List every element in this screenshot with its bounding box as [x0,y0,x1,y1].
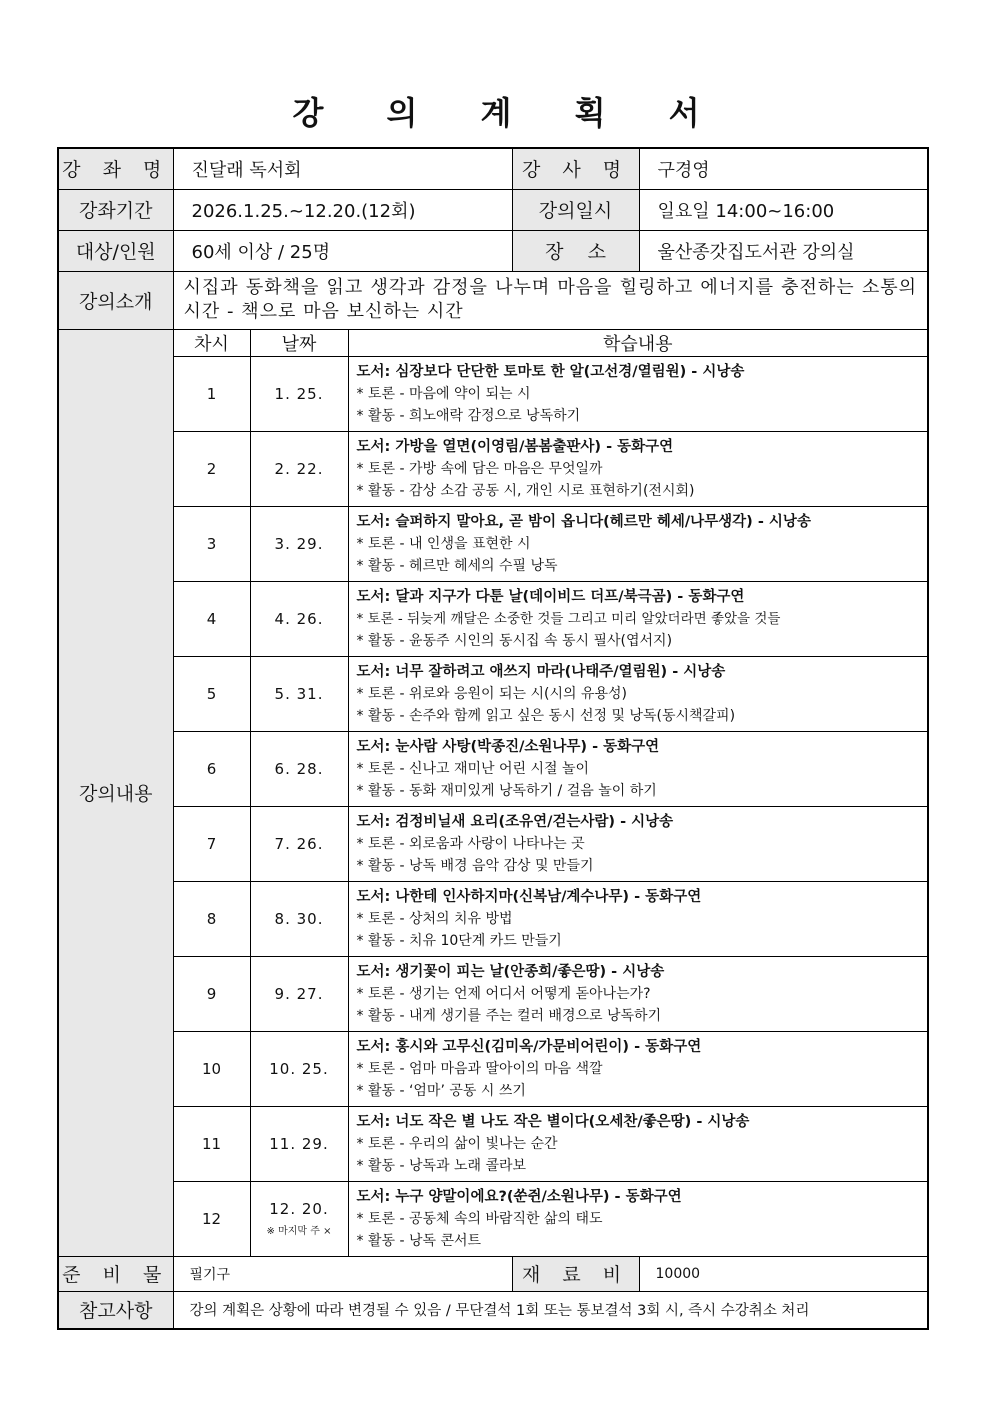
session-discussion: * 토론 - 위로와 응원이 되는 시(시의 유용성) [356,685,628,702]
session-number: 9 [173,956,250,1031]
session-number: 8 [173,881,250,956]
content-label: 강의내용 [58,329,173,1256]
session-row [58,656,928,731]
session-content [348,806,928,881]
target-label: 대상/인원 [58,230,173,271]
session-activity: * 활동 - 동화 재미있게 낭독하기 / 걸음 놀이 하기 [356,782,657,799]
session-row [58,581,928,656]
notes-label: 참고사항 [58,1291,173,1329]
session-content [348,1181,928,1256]
session-number: 11 [173,1106,250,1181]
session-number: 12 [173,1181,250,1256]
supplies-label: 준 비 물 [58,1256,173,1291]
session-content [348,956,928,1031]
session-number: 3 [173,506,250,581]
session-discussion: * 토론 - 가방 속에 담은 마음은 무엇일까 [356,460,603,477]
session-content [348,506,928,581]
session-book: 도서: 가방을 열면(이영림/봄봄출판사) - 동화구연 [356,438,674,455]
session-activity: * 활동 - 손주와 함께 읽고 싶은 동시 선정 및 낭독(동시책갈피) [356,707,736,724]
session-activity: * 활동 - 치유 10단계 카드 만들기 [356,932,562,949]
session-activity: * 활동 - 낭독 배경 음악 감상 및 만들기 [356,857,594,874]
session-number: 2 [173,431,250,506]
session-row [58,1181,928,1256]
place-label: 장 소 [512,230,639,271]
session-discussion: * 토론 - 내 인생을 표현한 시 [356,535,531,552]
session-content [348,1031,928,1106]
session-number: 6 [173,731,250,806]
session-activity: * 활동 - 윤동주 시인의 동시집 속 동시 필사(엽서지) [356,632,673,649]
session-book: 도서: 홍시와 고무신(김미옥/가문비어린이) - 동화구연 [356,1038,702,1055]
session-discussion: * 토론 - 상처의 치유 방법 [356,910,513,927]
schedule-label: 강의일시 [512,189,639,230]
session-book: 도서: 눈사람 사탕(박종진/소원나무) - 동화구연 [356,738,660,755]
fee-label: 재 료 비 [512,1256,639,1291]
session-number: 4 [173,581,250,656]
session-note: ※ 마지막 주 × [266,1226,332,1237]
session-row [58,1031,928,1106]
session-book: 도서: 생기꽃이 피는 날(안종희/좋은땅) - 시낭송 [356,963,665,980]
session-row [58,356,928,431]
session-book: 도서: 심장보다 단단한 토마토 한 알(고선경/열림원) - 시낭송 [356,363,745,380]
session-content [348,731,928,806]
session-activity: * 활동 - ‘엄마’ 공동 시 쓰기 [356,1082,526,1099]
session-activity: * 활동 - 희노애락 감정으로 낭독하기 [356,407,581,424]
session-activity: * 활동 - 낭독 콘서트 [356,1232,482,1249]
notes-value: 강의 계획은 상황에 따라 변경될 수 있음 / 무단결석 1회 또는 통보결석 3회 시, 즉시 수강취소 처리 [173,1291,928,1329]
session-number: 7 [173,806,250,881]
session-date: 3. 29. [250,506,348,581]
session-book: 도서: 검정비닐새 요리(조유연/걷는사람) - 시낭송 [356,813,674,830]
instructor-label: 강 사 명 [512,148,639,189]
course-name-value: 진달래 독서회 [173,148,512,189]
session-content [348,1106,928,1181]
col-date-header: 날짜 [250,329,348,356]
session-discussion: * 토론 - 뒤늦게 깨달은 소중한 것들 그리고 미리 알았더라면 좋았을 것들 [356,610,781,627]
session-discussion: * 토론 - 외로움과 사랑이 나타나는 곳 [356,835,585,852]
session-book: 도서: 나한테 인사하지마(신복남/계수나무) - 동화구연 [356,888,702,905]
session-date: 12. 20. [269,1200,329,1218]
session-book: 도서: 달과 지구가 다툰 날(데이비드 더프/북극곰) - 동화구연 [356,588,745,605]
session-discussion: * 토론 - 엄마 마음과 딸아이의 마음 색깔 [356,1060,603,1077]
session-content [348,881,928,956]
session-date: 10. 25. [250,1031,348,1106]
col-content-header: 학습내용 [348,329,928,356]
session-content [348,356,928,431]
session-date: 6. 28. [250,731,348,806]
session-date: 1. 25. [250,356,348,431]
session-row [58,506,928,581]
intro-label: 강의소개 [58,271,173,329]
session-discussion: * 토론 - 마음에 약이 되는 시 [356,385,531,402]
session-row [58,806,928,881]
session-date-cell [250,1181,348,1256]
session-row [58,956,928,1031]
target-value: 60세 이상 / 25명 [173,230,512,271]
session-row [58,731,928,806]
session-number: 1 [173,356,250,431]
intro-text: 시집과 동화책을 읽고 생각과 감정을 나누며 마음을 힐링하고 에너지를 충전하는 소통의 시간 - 책으로 마음 보신하는 시간 [173,271,928,329]
lecture-plan-table [57,147,929,1330]
session-number: 10 [173,1031,250,1106]
session-activity: * 활동 - 감상 소감 공동 시, 개인 시로 표현하기(전시회) [356,482,695,499]
session-book: 도서: 너무 잘하려고 애쓰지 마라(나태주/열림원) - 시낭송 [356,663,726,680]
fee-value: 10000 [639,1256,928,1291]
session-activity: * 활동 - 내게 생기를 주는 컬러 배경으로 낭독하기 [356,1007,662,1024]
col-session-header: 차시 [173,329,250,356]
session-date: 7. 26. [250,806,348,881]
session-number: 5 [173,656,250,731]
session-content [348,581,928,656]
document-title: 강 의 계 획 서 [292,94,726,132]
period-value: 2026.1.25.~12.20.(12회) [173,189,512,230]
session-row [58,1106,928,1181]
session-row [58,881,928,956]
session-book: 도서: 너도 작은 별 나도 작은 별이다(오세찬/좋은땅) - 시낭송 [356,1113,750,1130]
place-value: 울산종갓집도서관 강의실 [639,230,928,271]
session-book: 도서: 슬퍼하지 말아요, 곧 밤이 옵니다(헤르만 헤세/나무생각) - 시낭송 [356,513,811,530]
session-date: 9. 27. [250,956,348,1031]
session-discussion: * 토론 - 신나고 재미난 어린 시절 놀이 [356,760,590,777]
session-activity: * 활동 - 헤르만 헤세의 수필 낭독 [356,557,558,574]
session-discussion: * 토론 - 생기는 언제 어디서 어떻게 돋아나는가? [356,985,651,1002]
session-book: 도서: 누구 양말이에요?(쑨쥔/소원나무) - 동화구연 [356,1188,682,1205]
session-discussion: * 토론 - 우리의 삶이 빛나는 순간 [356,1135,558,1152]
schedule-value: 일요일 14:00~16:00 [639,189,928,230]
period-label: 강좌기간 [58,189,173,230]
session-activity: * 활동 - 낭독과 노래 콜라보 [356,1157,527,1174]
instructor-value: 구경영 [639,148,928,189]
session-date: 5. 31. [250,656,348,731]
session-date: 11. 29. [250,1106,348,1181]
session-date: 2. 22. [250,431,348,506]
supplies-value: 필기구 [173,1256,512,1291]
course-name-label: 강 좌 명 [58,148,173,189]
session-content [348,431,928,506]
session-date: 8. 30. [250,881,348,956]
session-row [58,431,928,506]
session-date: 4. 26. [250,581,348,656]
session-discussion: * 토론 - 공동체 속의 바람직한 삶의 태도 [356,1210,603,1227]
session-content [348,656,928,731]
